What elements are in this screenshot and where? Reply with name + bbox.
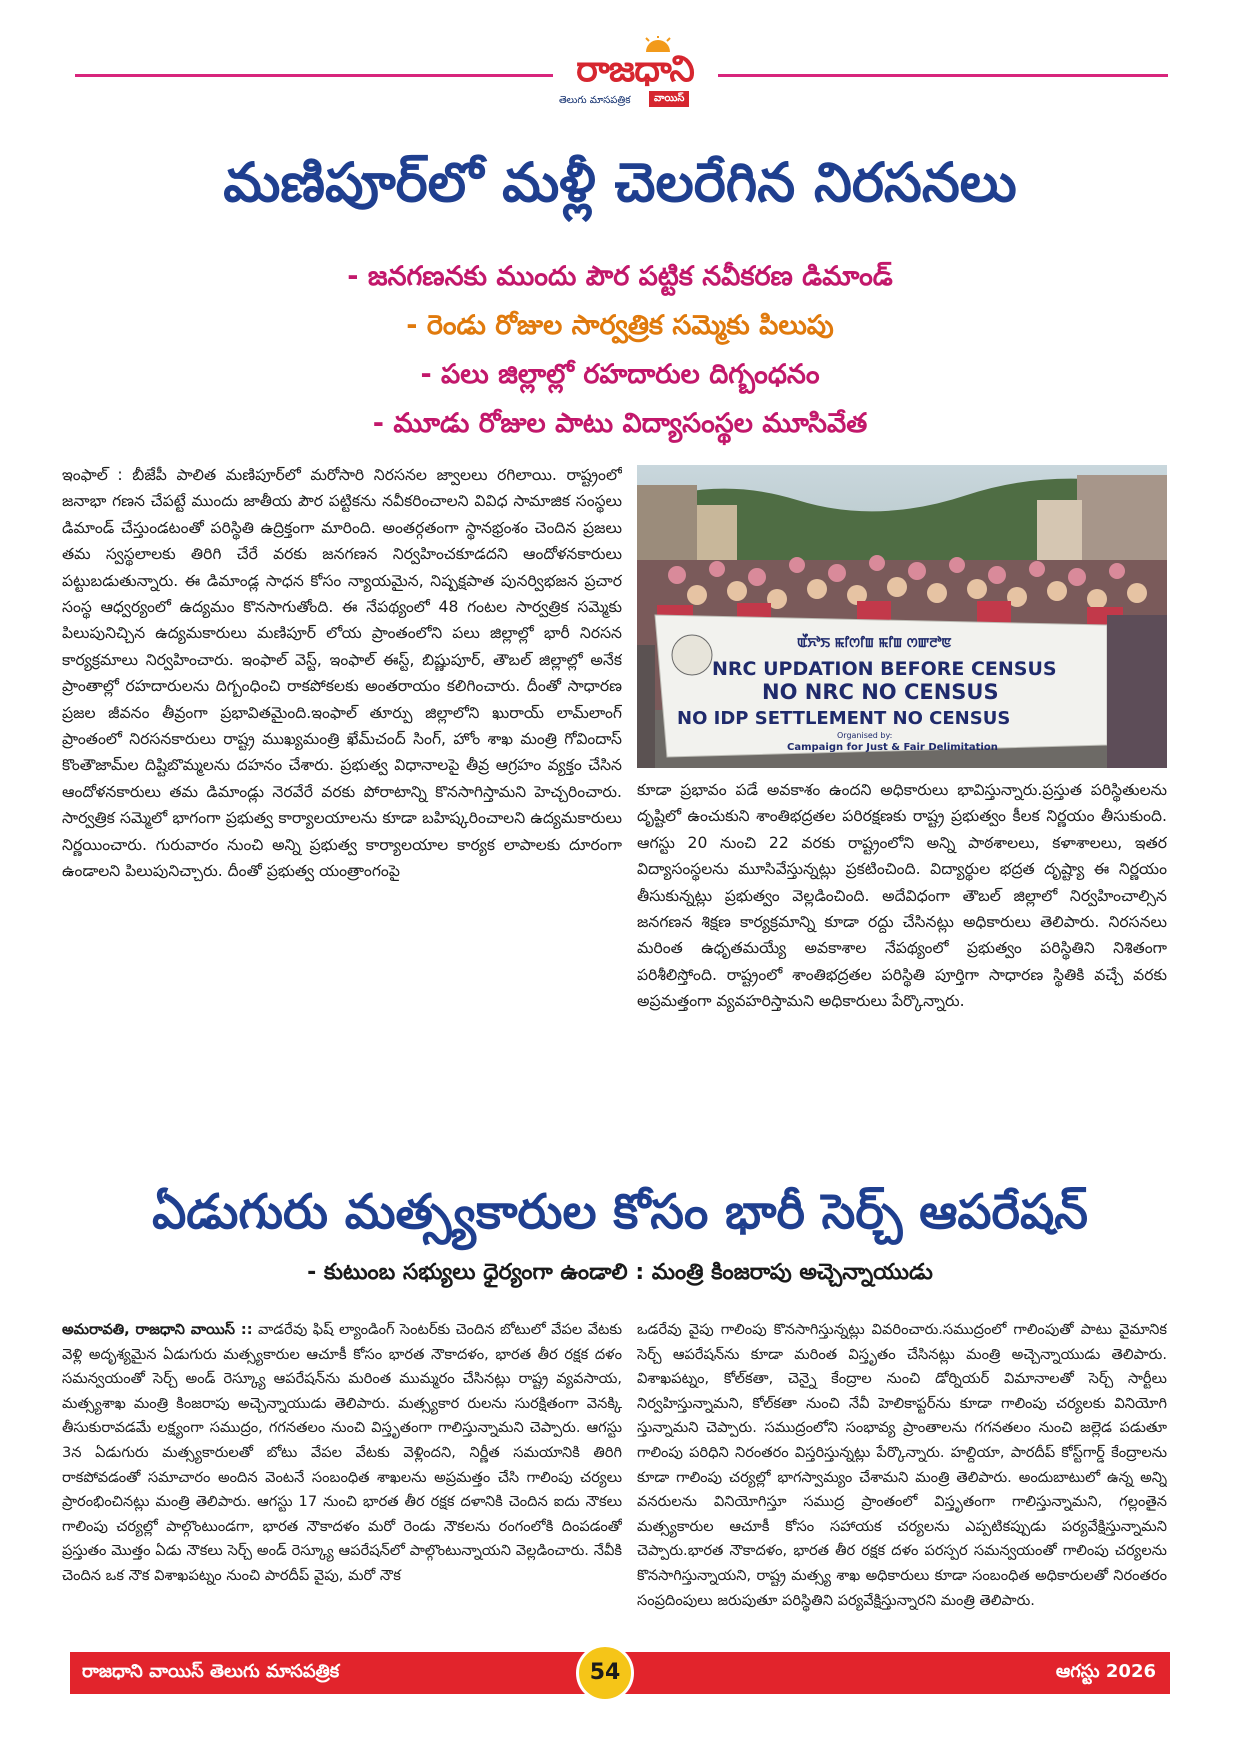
article1-headline: మణిపూర్‌లో మళ్లీ చెలరేగిన నిరసనలు <box>223 151 1017 214</box>
page-number: 54 <box>576 1644 634 1702</box>
masthead-logo <box>555 36 715 106</box>
article1-subhead-3: - పలు జిల్లాల్లో రహదారుల దిగ్బంధనం <box>420 359 820 390</box>
article1-subhead-1: - జనగణనకు ముందు పౌర పట్టిక నవీకరణ డిమాండ్ <box>347 261 893 292</box>
article1-column-2: కూడా ప్రభావం పడే అవకాశం ఉందని అధికారులు భావిస్తున్నారు.ప్రస్తుత పరిస్థితులను దృష్టిలో ఉంచుకుని శాంతిభద్రతల పరిరక్షణకు రాష్ట్ర ప్రభుత్వం కీలక నిర్ణయం తీసుకుంది. ఆగస్టు 20 నుంచి 22 వరకు రాష్ట్రంలోని అన్ని పాఠశాలలు, కళాశాలలు, ఇతర విద్యాసంస్థలను మూసివేస్తున్నట్లు ప్రకటించింది. విద్యార్థుల భద్రత దృష్ట్యా ఈ నిర్ణయం తీసుకున్నట్లు ప్రభుత్వం వెల్లడించింది. అదేవిధంగా తౌబల్ జిల్లాలో నిర్వహించాల్సిన జనగణన శిక్షణ కార్యక్రమాన్ని కూడా రద్దు చేసినట్లు అధికారులు తెలిపారు. నిరసనలు మరింత ఉధృతమయ్యే అవకాశాల నేపథ్యంలో ప్రభుత్వం పరిస్థితిని నిశితంగా పరిశీలిస్తోంది. రాష్ట్రంలో శాంతిభద్రతల పరిస్థితి పూర్తిగా సాధారణ స్థితికి వచ్చే వరకు అప్రమత్తంగా వ్యవహరిస్తామని అధికారులు పేర్కొన్నారు. <box>637 781 1167 1011</box>
article2-column-1 <box>62 1318 622 1648</box>
article2-dateline: అమరావతి, రాజధాని వాయిస్ :: <box>62 1321 253 1338</box>
article2-column-2: ఒడరేవు వైపు గాలింపు కొనసాగిస్తున్నట్లు వివరించారు.సముద్రంలో గాలింపుతో పాటు వైమానిక సెర్చ్ ఆపరేషన్‌ను కూడా మరింత విస్తృతం చేసినట్లు మంత్రి అచ్చెన్నాయుడు తెలిపారు. విశాఖపట్నం, కోల్‌కతా, చెన్నై కేంద్రాల నుంచి డోర్నియర్ విమానాలతో సెర్చ్ సార్టీలు నిర్వహిస్తున్నామని, కోల్‌కతా నుంచి నేవీ హెలికాప్టర్‌ను కూడా గాలింపు చర్యలకు వినియోగి స్తున్నామని చెప్పారు. సముద్రంలోని సంభావ్య ప్రాంతాలను గగనతలం నుంచి జల్లెడ పడుతూ గాలింపు పరిధిని నిరంతరం విస్తరిస్తున్నట్లు పేర్కొన్నారు. హల్దియా, పారదీప్ కోస్ట్‌గార్డ్ కేంద్రాలను కూడా గాలింపు చర్యల్లో భాగస్వామ్యం చేశామని మంత్రి తెలిపారు. అందుబాటులో ఉన్న అన్ని వనరులను వినియోగిస్తూ సముద్ర ప్రాంతంలో విస్తృతంగా గాలిస్తున్నామని, గల్లంతైన మత్స్యకారుల ఆచూకీ కోసం సహాయక చర్యలను ఎప్పటికప్పుడు పర్యవేక్షిస్తున్నామని చెప్పారు.భారత నౌకాదళం, భారత తీర రక్షక దళం పరస్పర సమన్వయంతో గాలింపు చర్యలను కొనసాగిస్తున్నాయని, రాష్ట్ర మత్స్య శాఖ అధికారులు కూడా సంబంధిత అధికారులతో నిరంతరం సంప్రదింపులు జరుపుతూ పరిస్థితిని పర్యవేక్షిస్తున్నారని మంత్రి తెలిపారు. <box>637 1321 1167 1609</box>
banner-organiser: Campaign for Just & Fair Delimitation <box>787 742 998 753</box>
masthead-rule-left <box>75 74 553 77</box>
article1-column-1: ఇంఫాల్ : బీజేపీ పాలిత మణిపూర్‌లో మరోసారి నిరసనల జ్వాలలు రగిలాయి. రాష్ట్రంలో జనాభా గణన చేపట్టే ముందు జాతీయ పౌర పట్టికను నవీకరించాలని వివిధ సామాజిక సంస్థలు డిమాండ్ చేస్తుండటంతో పరిస్థితి ఉద్రిక్తంగా మారింది. అంతర్గతంగా స్థానభ్రంశం చెందిన ప్రజలు తమ స్వస్థలాలకు తిరిగి చేరే వరకు జనగణన నిర్వహించకూడదని ఆందోళనకారులు పట్టుబడుతున్నారు. ఈ డిమాండ్ల సాధన కోసం న్యాయమైన, నిష్పక్షపాత పునర్విభజన ప్రచార సంస్థ ఆధ్వర్యంలో ఉద్యమం కొనసాగుతోంది. ఈ నేపథ్యంలో 48 గంటల సార్వత్రిక సమ్మెకు పిలుపునిచ్చిన ఉద్యమకారులు మణిపూర్ లోయ ప్రాంతంలోని పలు జిల్లాల్లో భారీ నిరసన కార్యక్రమాలు నిర్వహించారు. ఇంఫాల్ వెస్ట్, ఇంఫాల్ ఈస్ట్, బిష్ణుపూర్, తౌబల్ జిల్లాల్లో అనేక ప్రాంతాల్లో రహదారులను దిగ్బంధించి రాకపోకలకు అంతరాయం కలిగించారు. దీంతో సాధారణ ప్రజల జీవనం తీవ్రంగా ప్రభావితమైంది.ఇంఫాల్ తూర్పు జిల్లాలోని ఖురాయ్ లామ్‌లాంగ్ ప్రాంతంలో నిరసనకారులు రాష్ట్ర ముఖ్యమంత్రి ఖేమ్‌చంద్ సింగ్, హోం శాఖ మంత్రి గోవిందాస్ కొంతౌజామ్‌ల దిష్టిబొమ్మలను దహనం చేశారు. ప్రభుత్వ విధానాలపై తీవ్ర ఆగ్రహం వ్యక్తం చేసిన ఆందోళనకారులు తమ డిమాండ్లు నెరవేరే వరకు పోరాటాన్ని కొనసాగిస్తామని హెచ్చరించారు. సార్వత్రిక సమ్మెలో భాగంగా ప్రభుత్వ కార్యాలయాలను కూడా బహిష్కరించాలని ఉద్యమకారులు నిర్ణయించారు. గురువారం నుంచి అన్ని ప్రభుత్వ కార్యాలయాల కార్యక లాపాలకు దూరంగా ఉండాలని పిలుపునిచ్చారు. దీంతో ప్రభుత్వ యంత్రాంగంపై <box>62 466 622 881</box>
footer-issue-date: ఆగస్టు 2026 <box>1055 1661 1156 1682</box>
banner-line-1: NRC UPDATION BEFORE CENSUS <box>712 658 1057 680</box>
logo-tagline: తెలుగు మాసపత్రిక <box>559 95 631 106</box>
article1-subhead-4: - మూడు రోజుల పాటు విద్యాసంస్థల మూసివేత <box>372 408 868 439</box>
article2-column-1-text: వాడరేవు ఫిష్ ల్యాండింగ్ సెంటర్‌కు చెందిన బోటులో వేపల వేటకు వెళ్లి అదృశ్యమైన ఏడుగురు మత్స్యకారుల ఆచూకీ కోసం భారత నౌకాదళం, భారత తీర రక్షక దళం సమన్వయంతో సెర్చ్ అండ్ రెస్క్యూ ఆపరేషన్‌ను మరింత ముమ్మరం చేసినట్లు రాష్ట్ర వ్యవసాయ, మత్స్యశాఖ మంత్రి కింజరాపు అచ్చెన్నాయుడు తెలిపారు. మత్స్యకార రులను సురక్షితంగా వెనక్కి తీసుకురావడమే లక్ష్యంగా సముద్రం, గగనతలం నుంచి విస్తృతంగా గాలిస్తున్నామని చెప్పారు. ఆగస్టు 3న ఏడుగురు మత్స్యకారులతో బోటు వేపల వేటకు వెళ్లిందని, నిర్ణీత సమయానికి తిరిగి రాకపోవడంతో సమాచారం అందిన వెంటనే సంబంధిత శాఖలను అప్రమత్తం చేసి గాలింపు చర్యలు ప్రారంభించినట్లు మంత్రి తెలిపారు. ఆగస్టు 17 నుంచి భారత తీర రక్షక దళానికి చెందిన ఐదు నౌకలు గాలింపు చర్యల్లో పాల్గొంటుండగా, భారత నౌకాదళం మరో రెండు నౌకలను రంగంలోకి దింపడంతో ప్రస్తుతం మొత్తం ఏడు నౌకలు సెర్చ్ అండ్ రెస్క్యూ ఆపరేషన్‌లో పాల్గొంటున్నాయని వెల్లడించారు. నేవీకి చెందిన ఒక నౌక విశాఖపట్నం నుంచి పారదీప్ వైపు, మరో నౌక <box>62 1321 622 1584</box>
article2-subhead: - కుటుంబ సభ్యులు ధైర్యంగా ఉండాలి : మంత్రి కింజరాపు అచ్చెన్నాయుడు <box>307 1260 933 1285</box>
footer-publication: రాజధాని వాయిస్ తెలుగు మాసపత్రిక <box>82 1661 340 1682</box>
masthead-rule-right <box>718 74 1168 77</box>
banner-script-line: ꯑꯩꯈꯣꯏ ꯃꯤꯁꯤꯡ ꯃꯤꯡ ꯁꯛꯂꯣꯟ <box>797 636 952 651</box>
article2-headline: ఏడుగురు మత్స్యకారుల కోసం భారీ సెర్చ్ ఆపరేషన్ <box>152 1184 1088 1240</box>
article1-subhead-2: - రెండు రోజుల సార్వత్రిక సమ్మెకు పిలుపు <box>406 310 834 341</box>
logo-badge: వాయిస్ <box>649 91 689 107</box>
logo-wordmark: రాజధాని <box>576 49 694 90</box>
banner-organised-by: Organised by: <box>837 731 893 740</box>
protest-photo <box>637 465 1167 768</box>
banner-line-2: NO NRC NO CENSUS <box>762 680 999 704</box>
banner-line-3: NO IDP SETTLEMENT NO CENSUS <box>677 708 1011 729</box>
